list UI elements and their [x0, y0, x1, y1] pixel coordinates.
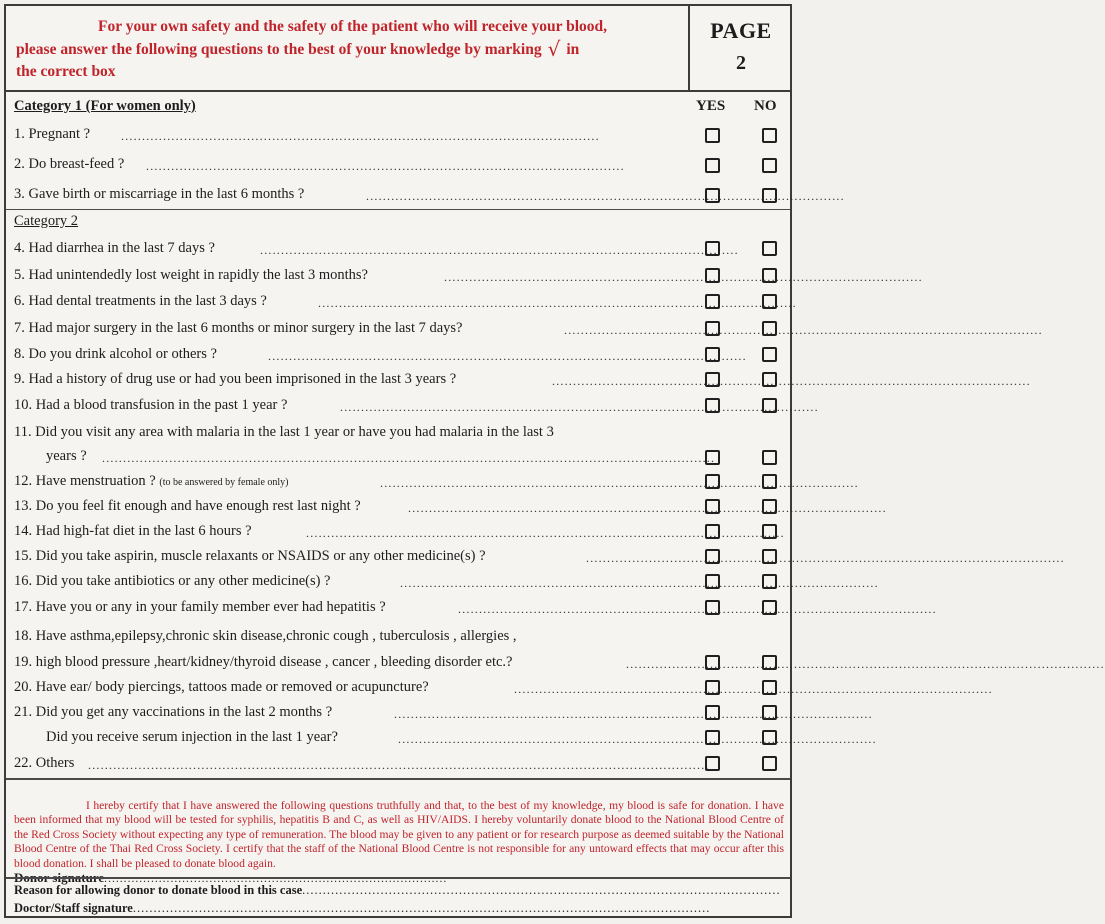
leader-dots: ..................................................................................................................: [380, 476, 859, 490]
question-14-no-checkbox[interactable]: [762, 524, 777, 539]
question-21-yes-checkbox[interactable]: [705, 705, 720, 720]
instructions-notice: [16, 16, 686, 83]
question-9-yes-checkbox[interactable]: [705, 372, 720, 387]
notice-line-3: the correct box: [16, 63, 116, 80]
category-divider: [6, 209, 790, 210]
question-8-yes-checkbox[interactable]: [705, 347, 720, 362]
leader-dots: ....................................................................................................................................................: [88, 758, 710, 772]
notice-line-2: please answer the following questions to the best of your knowledge by marking √ in: [16, 37, 580, 61]
question-18-19-no-checkbox[interactable]: [762, 655, 777, 670]
category-1-title: Category 1 (For women only): [14, 98, 196, 114]
leader-dots: ..................................................................................................................: [318, 296, 797, 310]
question-7: 7. Had major surgery in the last 6 months or minor surgery in the last 7 days?: [14, 320, 463, 336]
doctor-signature-line[interactable]: ............................................................................................................................................: [132, 901, 711, 915]
leader-dots: ..................................................................................................................: [398, 732, 877, 746]
check-mark-icon: √: [547, 37, 561, 61]
question-18-19-yes-checkbox[interactable]: [705, 655, 720, 670]
question-2: 2. Do breast-feed ?: [14, 156, 125, 172]
leader-dots: ..................................................................................................................: [408, 501, 887, 515]
question-12-no-checkbox[interactable]: [762, 474, 777, 489]
question-15-no-checkbox[interactable]: [762, 549, 777, 564]
category-2-title: Category 2: [14, 213, 79, 229]
leader-dots: ..................................................................................................................: [340, 400, 819, 414]
question-17-yes-checkbox[interactable]: [705, 600, 720, 615]
question-6-yes-checkbox[interactable]: [705, 294, 720, 309]
certification-text: I hereby certify that I have answered the following questions truthfully and that, to the best of my knowledge, my blood is safe for donation. I have been informed that my blood will be tested for syphilis, hepatitis B and C, as well as HIV/AIDS. I hereby voluntarily donate blood to the National Blood Centre of the Red Cross Society without expecting any type of remuneration. The blood may be given to any patient or for research purpose as deemed suitable by the National Blood Centre of the Thai Red Cross Society. I certify that the staff of the National Blood Centre is not responsible for any untoward effects that may occur after this blood donation. I shall be pleased to donate blood again.: [14, 799, 784, 870]
leader-dots: ..................................................................................................................: [146, 159, 625, 173]
female-only-note: (to be answered by female only): [159, 477, 289, 488]
question-1-yes-checkbox[interactable]: [705, 128, 720, 143]
question-7-no-checkbox[interactable]: [762, 321, 777, 336]
notice-line-1: For your own safety and the safety of the patient who will receive your blood,: [98, 18, 608, 35]
question-11-no-checkbox[interactable]: [762, 450, 777, 465]
question-20-no-checkbox[interactable]: [762, 680, 777, 695]
question-10-no-checkbox[interactable]: [762, 398, 777, 413]
question-22-no-checkbox[interactable]: [762, 756, 777, 771]
page-indicator: [688, 6, 792, 90]
page-label: PAGE: [710, 18, 772, 43]
question-11-yes-checkbox[interactable]: [705, 450, 720, 465]
blood-donor-questionnaire-page: [4, 4, 1105, 918]
leader-dots: ..................................................................................................................: [366, 189, 845, 203]
leader-dots: ..................................................................................................................: [268, 349, 747, 363]
question-17: 17. Have you or any in your family member ever had hepatitis ?: [14, 599, 386, 615]
question-14: 14. Had high-fat diet in the last 6 hours ?: [14, 523, 252, 539]
leader-dots: ..................................................................................................................: [564, 323, 1043, 337]
question-5-yes-checkbox[interactable]: [705, 268, 720, 283]
question-8: 8. Do you drink alcohol or others ?: [14, 346, 217, 362]
leader-dots: ..................................................................................................................: [626, 657, 1105, 671]
reason-input-line[interactable]: ....................................................................................................................: [302, 883, 781, 897]
leader-dots: ..................................................................................................................: [586, 551, 1065, 565]
question-13-yes-checkbox[interactable]: [705, 499, 720, 514]
question-14-yes-checkbox[interactable]: [705, 524, 720, 539]
leader-dots: ..................................................................................................................: [444, 270, 923, 284]
question-5: 5. Had unintendedly lost weight in rapidly the last 3 months?: [14, 267, 368, 283]
question-3-yes-checkbox[interactable]: [705, 188, 720, 203]
question-19: 19. high blood pressure ,heart/kidney/thyroid disease , cancer , bleeding disorder etc.?: [14, 654, 513, 670]
question-9: 9. Had a history of drug use or had you been imprisoned in the last 3 years ?: [14, 371, 457, 387]
question-10-yes-checkbox[interactable]: [705, 398, 720, 413]
doctor-signature-label: Doctor/Staff signature: [14, 901, 133, 915]
question-15: 15. Did you take aspirin, muscle relaxants or NSAIDS or any other medicine(s) ?: [14, 548, 486, 564]
footer-divider: [6, 877, 790, 879]
question-6: 6. Had dental treatments in the last 3 days ?: [14, 293, 267, 309]
question-9-no-checkbox[interactable]: [762, 372, 777, 387]
question-7-yes-checkbox[interactable]: [705, 321, 720, 336]
donor-signature-label: Donor signature: [14, 870, 105, 886]
question-8-no-checkbox[interactable]: [762, 347, 777, 362]
question-16-yes-checkbox[interactable]: [705, 574, 720, 589]
question-3: 3. Gave birth or miscarriage in the last 6 months ?: [14, 186, 305, 202]
question-16-no-checkbox[interactable]: [762, 574, 777, 589]
question-21-serum-yes-checkbox[interactable]: [705, 730, 720, 745]
yes-column-header: YES: [696, 98, 726, 114]
question-12: 12. Have menstruation ? (to be answered by female only): [14, 473, 289, 489]
form-header: [6, 6, 790, 92]
question-20: 20. Have ear/ body piercings, tattoos made or removed or acupuncture?: [14, 679, 429, 695]
question-4: 4. Had diarrhea in the last 7 days ?: [14, 240, 215, 256]
question-10: 10. Had a blood transfusion in the past 1 year ?: [14, 397, 288, 413]
question-1-no-checkbox[interactable]: [762, 128, 777, 143]
question-4-no-checkbox[interactable]: [762, 241, 777, 256]
question-2-no-checkbox[interactable]: [762, 158, 777, 173]
question-21-no-checkbox[interactable]: [762, 705, 777, 720]
question-18: 18. Have asthma,epilepsy,chronic skin disease,chronic cough , tuberculosis , allergies ,: [14, 628, 517, 644]
leader-dots: ..................................................................................................................: [514, 682, 993, 696]
question-15-yes-checkbox[interactable]: [705, 549, 720, 564]
leader-dots: ..................................................................................................................: [121, 129, 600, 143]
reason-row: [14, 883, 781, 898]
donor-signature-line[interactable]: ........................................................................................: [104, 872, 448, 886]
leader-dots: ..................................................................................................................: [458, 602, 937, 616]
question-21: 21. Did you get any vaccinations in the last 2 months ?: [14, 704, 333, 720]
leader-dots: ..................................................................................................................: [552, 374, 1031, 388]
question-3-no-checkbox[interactable]: [762, 188, 777, 203]
question-11: 11. Did you visit any area with malaria in the last 1 year or have you had malaria in the last 3: [14, 424, 554, 440]
question-13: 13. Do you feel fit enough and have enough rest last night ?: [14, 498, 361, 514]
leader-dots: ..................................................................................................................: [260, 243, 739, 257]
question-12-yes-checkbox[interactable]: [705, 474, 720, 489]
question-6-no-checkbox[interactable]: [762, 294, 777, 309]
leader-dots: ..................................................................................................................................................: [102, 451, 716, 465]
leader-dots: ..................................................................................................................: [306, 526, 785, 540]
question-22-yes-checkbox[interactable]: [705, 756, 720, 771]
doctor-row: [14, 901, 710, 916]
question-20-yes-checkbox[interactable]: [705, 680, 720, 695]
question-11-continued: years ?: [46, 448, 87, 464]
question-21-serum: Did you receive serum injection in the last 1 year?: [46, 729, 338, 745]
page-number: 2: [736, 52, 746, 74]
reason-label: Reason for allowing donor to donate blood in this case: [14, 883, 303, 897]
leader-dots: ..................................................................................................................: [394, 707, 873, 721]
question-2-yes-checkbox[interactable]: [705, 158, 720, 173]
leader-dots: ..................................................................................................................: [400, 576, 879, 590]
question-22: 22. Others: [14, 755, 75, 771]
certification-divider: [6, 778, 790, 780]
question-1: 1. Pregnant ?: [14, 126, 91, 142]
question-5-no-checkbox[interactable]: [762, 268, 777, 283]
question-16: 16. Did you take antibiotics or any other medicine(s) ?: [14, 573, 331, 589]
question-17-no-checkbox[interactable]: [762, 600, 777, 615]
question-13-no-checkbox[interactable]: [762, 499, 777, 514]
question-21-serum-no-checkbox[interactable]: [762, 730, 777, 745]
no-column-header: NO: [754, 98, 777, 114]
certification-statement: [14, 799, 784, 886]
question-4-yes-checkbox[interactable]: [705, 241, 720, 256]
